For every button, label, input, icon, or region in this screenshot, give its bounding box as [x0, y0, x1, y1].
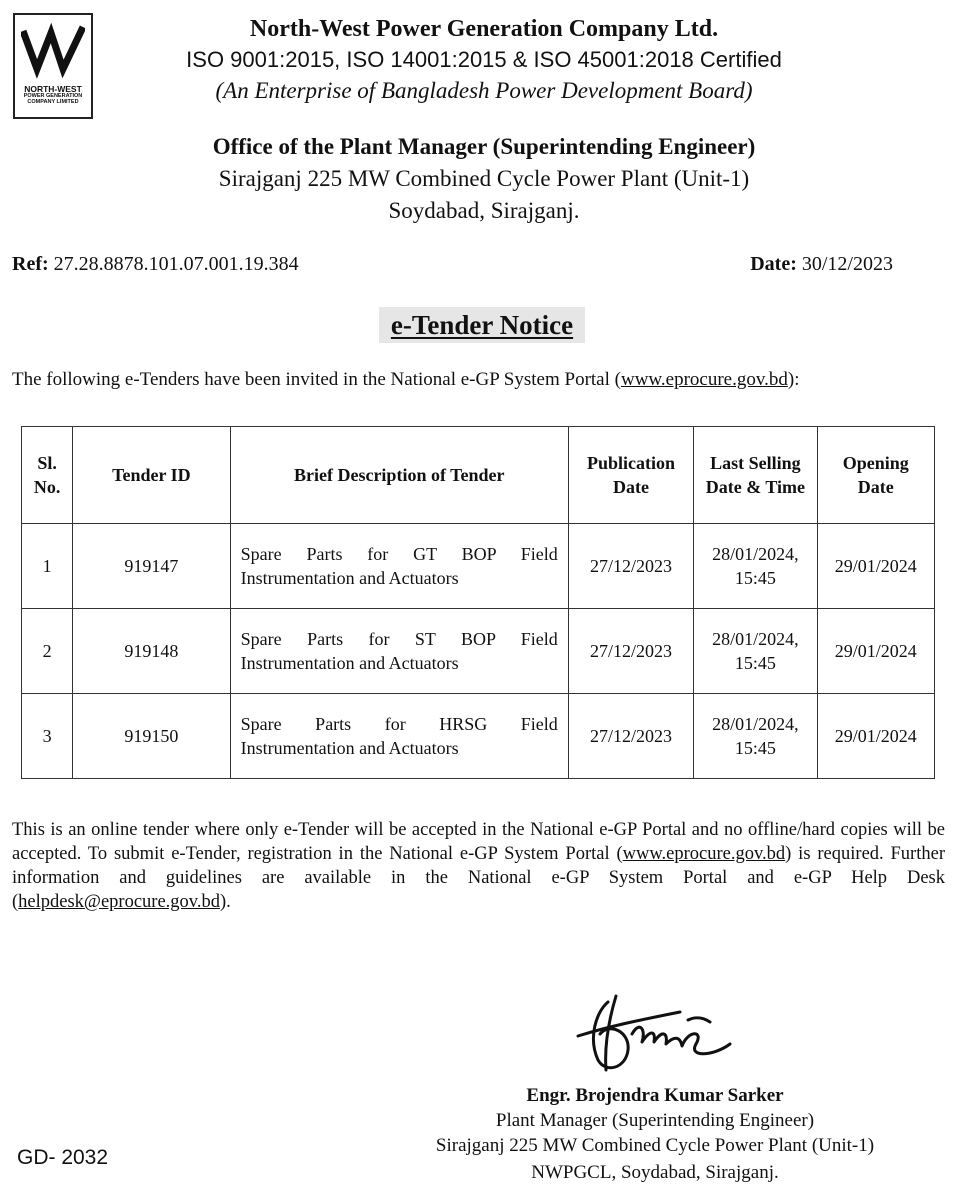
header-tender-id: Tender ID: [73, 427, 231, 524]
para-part-2: ) is required. Further information and guidelines are available in the National e-GP System Portal and e-GP Help Desk (: [12, 844, 945, 912]
office-title: Office of the Plant Manager (Superintending Engineer): [212, 134, 756, 159]
helpdesk-email-link[interactable]: helpdesk@eprocure.gov.bd: [18, 892, 220, 912]
signer-name: Engr. Brojendra Kumar Sarker: [526, 1085, 784, 1106]
cell-tender-id: 919147: [73, 524, 231, 609]
cell-selling-date: 28/01/2024,: [712, 629, 799, 649]
header-last-selling: Last Selling Date & Time: [694, 427, 817, 524]
cell-opening-date: 29/01/2024: [817, 694, 934, 779]
reference-number: [12, 253, 299, 276]
cell-description: Spare Parts for HRSG Field Instrumentation and Actuators: [230, 694, 568, 779]
eprocure-link-2[interactable]: www.eprocure.gov.bd: [622, 844, 786, 864]
intro-sentence: The following e-Tenders have been invited in the National e-GP System Portal (: [12, 369, 621, 390]
cell-tender-id: 919150: [73, 694, 231, 779]
logo-line-3: COMPANY LIMITED: [27, 98, 79, 105]
cell-opening-date: 29/01/2024: [817, 524, 934, 609]
logo-line-2: POWER GENERATION: [23, 92, 83, 99]
table-header-row: [22, 427, 935, 524]
date-label: Date:: [750, 253, 797, 275]
plant-name: Sirajganj 225 MW Combined Cycle Power Plant (Unit-1): [218, 166, 750, 191]
logo-mark-icon: [21, 23, 85, 81]
tender-table: [21, 426, 935, 779]
table-row: [22, 694, 935, 779]
para-part-3: ).: [219, 892, 231, 912]
cell-publication-date: 27/12/2023: [568, 694, 693, 779]
instructions-paragraph: [12, 818, 945, 914]
header-description: Brief Description of Tender: [230, 427, 568, 524]
ref-value: 27.28.8878.101.07.001.19.384: [53, 253, 299, 275]
company-logo: [13, 13, 93, 119]
enterprise-line: (An Enterprise of Bangladesh Power Development Board): [215, 78, 753, 103]
date-value: 30/12/2023: [801, 253, 893, 275]
cell-selling-time: 15:45: [734, 653, 776, 673]
table-row: [22, 524, 935, 609]
cell-last-selling: [694, 694, 817, 779]
cell-publication-date: 27/12/2023: [568, 609, 693, 694]
cell-selling-date: 28/01/2024,: [712, 544, 799, 564]
para-part-1: This is an online tender where only e-Tender will be accepted in the National e-GP Portal and no offline/hard copies will be accepted. To submit e-Tender, registration in the National e-GP System Portal (: [12, 820, 945, 864]
cell-last-selling: [694, 524, 817, 609]
notice-title: e-Tender Notice: [379, 307, 585, 343]
notice-date: [750, 253, 893, 276]
cell-last-selling: [694, 609, 817, 694]
header-opening-date: Opening Date: [817, 427, 934, 524]
eprocure-link[interactable]: www.eprocure.gov.bd: [620, 369, 788, 390]
company-name: North-West Power Generation Company Ltd.: [249, 16, 719, 42]
cell-sl-no: 3: [22, 694, 73, 779]
cell-publication-date: 27/12/2023: [568, 524, 693, 609]
cell-sl-no: 1: [22, 524, 73, 609]
signer-title: Plant Manager (Superintending Engineer): [495, 1110, 815, 1131]
gd-code: GD- 2032: [17, 1146, 109, 1169]
signer-plant: Sirajganj 225 MW Combined Cycle Power Plant (Unit-1): [435, 1135, 875, 1156]
signature-image: [570, 990, 740, 1078]
logo-text: [15, 85, 91, 105]
intro-end: ):: [787, 369, 800, 390]
cell-tender-id: 919148: [73, 609, 231, 694]
plant-location: Soydabad, Sirajganj.: [388, 198, 580, 223]
cell-description: Spare Parts for ST BOP Field Instrumentation and Actuators: [230, 609, 568, 694]
cell-sl-no: 2: [22, 609, 73, 694]
header-publication-date: Publication Date: [568, 427, 693, 524]
iso-certification: ISO 9001:2015, ISO 14001:2015 & ISO 45001:2018 Certified: [186, 47, 782, 72]
signer-address: NWPGCL, Soydabad, Sirajganj.: [531, 1162, 779, 1183]
cell-selling-date: 28/01/2024,: [712, 714, 799, 734]
intro-text: [12, 369, 800, 391]
cell-description: Spare Parts for GT BOP Field Instrumentation and Actuators: [230, 524, 568, 609]
cell-opening-date: 29/01/2024: [817, 609, 934, 694]
ref-label: Ref:: [12, 253, 49, 275]
table-row: [22, 609, 935, 694]
header-sl-no: Sl. No.: [22, 427, 73, 524]
cell-selling-time: 15:45: [734, 738, 776, 758]
logo-line-1: NORTH-WEST: [24, 84, 82, 94]
cell-selling-time: 15:45: [734, 568, 776, 588]
